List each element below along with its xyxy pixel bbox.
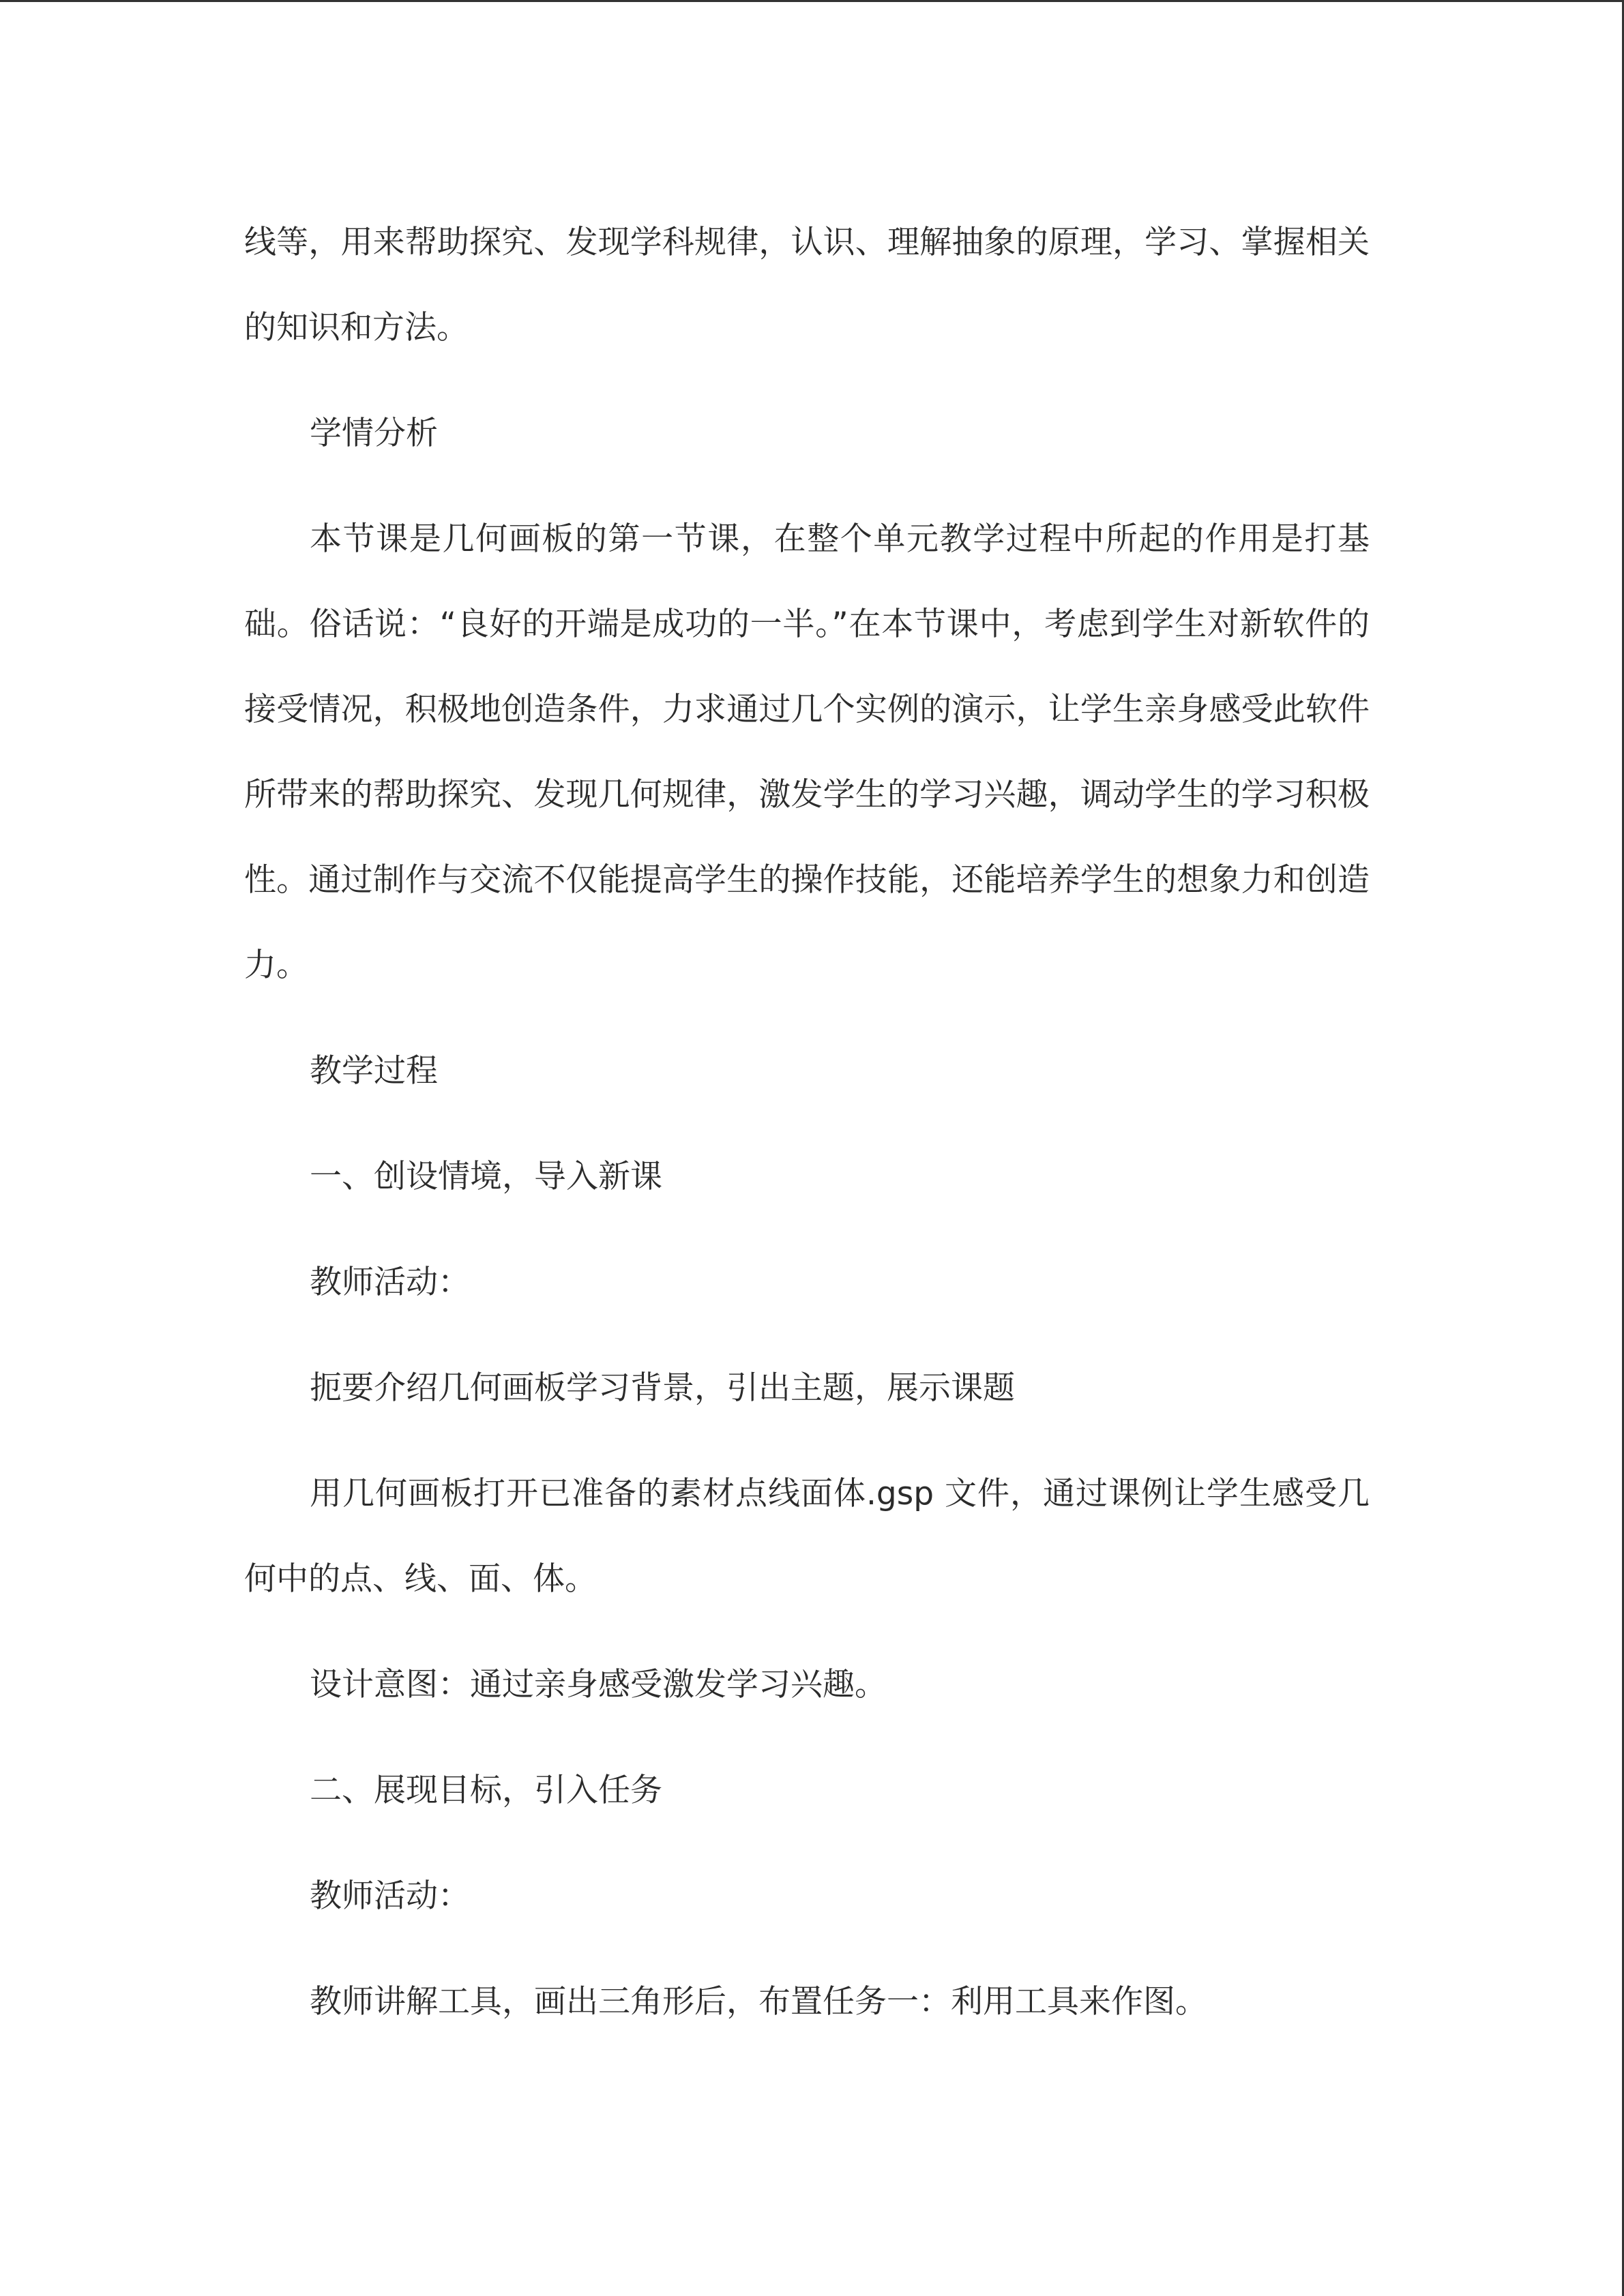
heading-section-two: 二、展现目标，引入任务: [310, 1772, 662, 1809]
paragraph-open-gsp-file: 用几何画板打开已准备的素材点线面体.gsp 文件，通过课例让学生感受几何中的点、线、面、体。: [244, 1475, 1370, 1598]
label-teacher-activity-2: 教师活动：: [310, 1877, 470, 1915]
heading-section-one: 一、创设情境，导入新课: [310, 1158, 662, 1195]
heading-student-analysis: 学情分析: [310, 415, 438, 452]
paragraph-intro-continuation: 线等，用来帮助探究、发现学科规律，认识、理解抽象的原理，学习、掌握相关的知识和方法。: [244, 224, 1370, 346]
heading-teaching-process: 教学过程: [310, 1052, 438, 1090]
paragraph-introduce-background: 扼要介绍几何画板学习背景，引出主题，展示课题: [310, 1369, 1015, 1407]
paragraph-task-one: 教师讲解工具，画出三角形后，布置任务一：利用工具来作图。: [310, 1983, 1207, 2021]
paragraph-student-analysis: 本节课是几何画板的第一节课，在整个单元教学过程中所起的作用是打基础。俗话说：“良好的开端是成功的一半。”在本节课中，考虑到学生对新软件的接受情况，积极地创造条件，力求通过几个实例的演示，让学生亲身感受此软件所带来的帮助探究、发现几何规律，激发学生的学习兴趣，调动学生的学习积极性。通过制作与交流不仅能提高学生的操作技能，还能培养学生的想象力和创造力。: [244, 520, 1370, 984]
document-body: [244, 200, 1370, 2065]
label-teacher-activity-1: 教师活动：: [310, 1264, 470, 1301]
paragraph-design-intent: 设计意图：通过亲身感受激发学习兴趣。: [310, 1666, 887, 1703]
